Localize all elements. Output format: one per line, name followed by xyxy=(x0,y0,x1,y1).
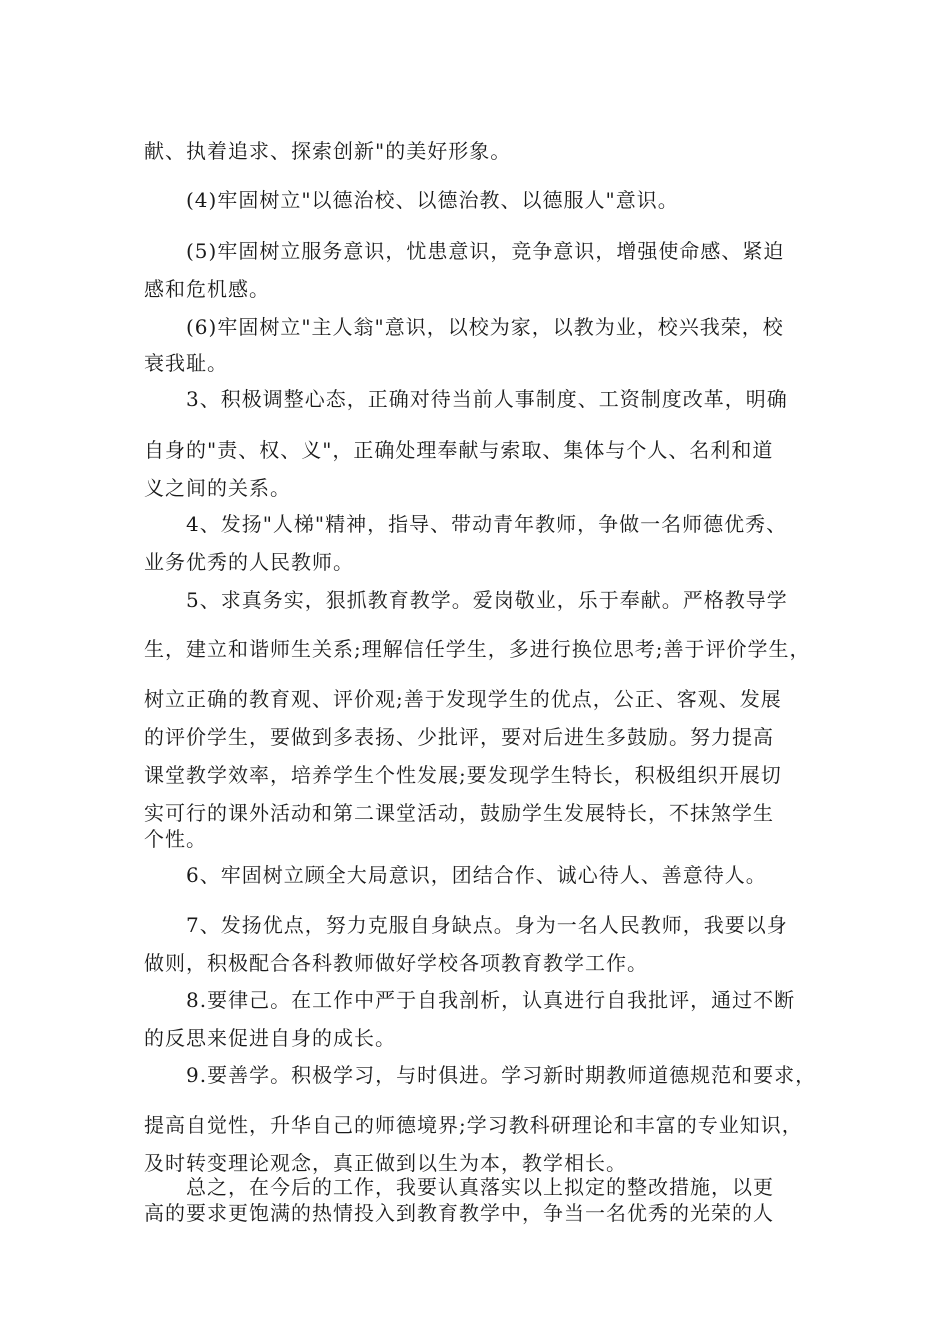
text-line: (6)牢固树立"主人翁"意识，以校为家，以教为业，校兴我荣，校 xyxy=(186,315,784,339)
text-line: 献、执着追求、探索创新"的美好形象。 xyxy=(144,139,512,163)
text-line: 的反思来促进自身的成长。 xyxy=(144,1026,396,1050)
text-line: 提高自觉性，升华自己的师德境界;学习教科研理论和丰富的专业知识， xyxy=(144,1113,803,1137)
text-line: (5)牢固树立服务意识，忧患意识，竞争意识，增强使命感、紧迫 xyxy=(186,239,785,263)
text-line: (4)牢固树立"以德治校、以德治教、以德服人"意识。 xyxy=(186,188,679,212)
text-line: 4、发扬"人梯"精神，指导、带动青年教师，争做一名师德优秀、 xyxy=(186,512,788,536)
text-line: 自身的"责、权、义"，正确处理奉献与索取、集体与个人、名利和道 xyxy=(144,438,774,462)
text-line: 9.要善学。积极学习，与时俱进。学习新时期教师道德规范和要求， xyxy=(186,1063,817,1087)
text-line: 做则，积极配合各科教师做好学校各项教育教学工作。 xyxy=(144,951,648,975)
text-line: 7、发扬优点，努力克服自身缺点。身为一名人民教师，我要以身 xyxy=(186,913,788,937)
text-line: 感和危机感。 xyxy=(144,277,270,301)
text-line: 个性。 xyxy=(144,827,207,851)
text-line: 课堂教学效率，培养学生个性发展;要发现学生特长，积极组织开展切 xyxy=(144,763,782,787)
text-line: 义之间的关系。 xyxy=(144,476,291,500)
text-line: 实可行的课外活动和第二课堂活动，鼓励学生发展特长，不抹煞学生 xyxy=(144,801,774,825)
text-line: 5、求真务实，狠抓教育教学。爱岗敬业，乐于奉献。严格教导学 xyxy=(186,588,788,612)
text-line: 的评价学生，要做到多表扬、少批评，要对后进生多鼓励。努力提高 xyxy=(144,725,774,749)
text-line: 总之，在今后的工作，我要认真落实以上拟定的整改措施，以更 xyxy=(186,1175,774,1199)
text-line: 高的要求更饱满的热情投入到教育教学中，争当一名优秀的光荣的人 xyxy=(144,1201,774,1225)
text-line: 6、牢固树立顾全大局意识，团结合作、诚心待人、善意待人。 xyxy=(186,863,767,887)
text-line: 生，建立和谐师生关系;理解信任学生，多进行换位思考;善于评价学生， xyxy=(144,637,811,661)
text-line: 8.要律己。在工作中严于自我剖析，认真进行自我批评，通过不断 xyxy=(186,988,796,1012)
text-line: 3、积极调整心态，正确对待当前人事制度、工资制度改革，明确 xyxy=(186,387,788,411)
text-line: 树立正确的教育观、评价观;善于发现学生的优点，公正、客观、发展 xyxy=(144,687,782,711)
text-line: 衰我耻。 xyxy=(144,351,228,375)
text-line: 业务优秀的人民教师。 xyxy=(144,550,354,574)
text-line: 及时转变理论观念，真正做到以生为本，教学相长。 xyxy=(144,1151,627,1175)
